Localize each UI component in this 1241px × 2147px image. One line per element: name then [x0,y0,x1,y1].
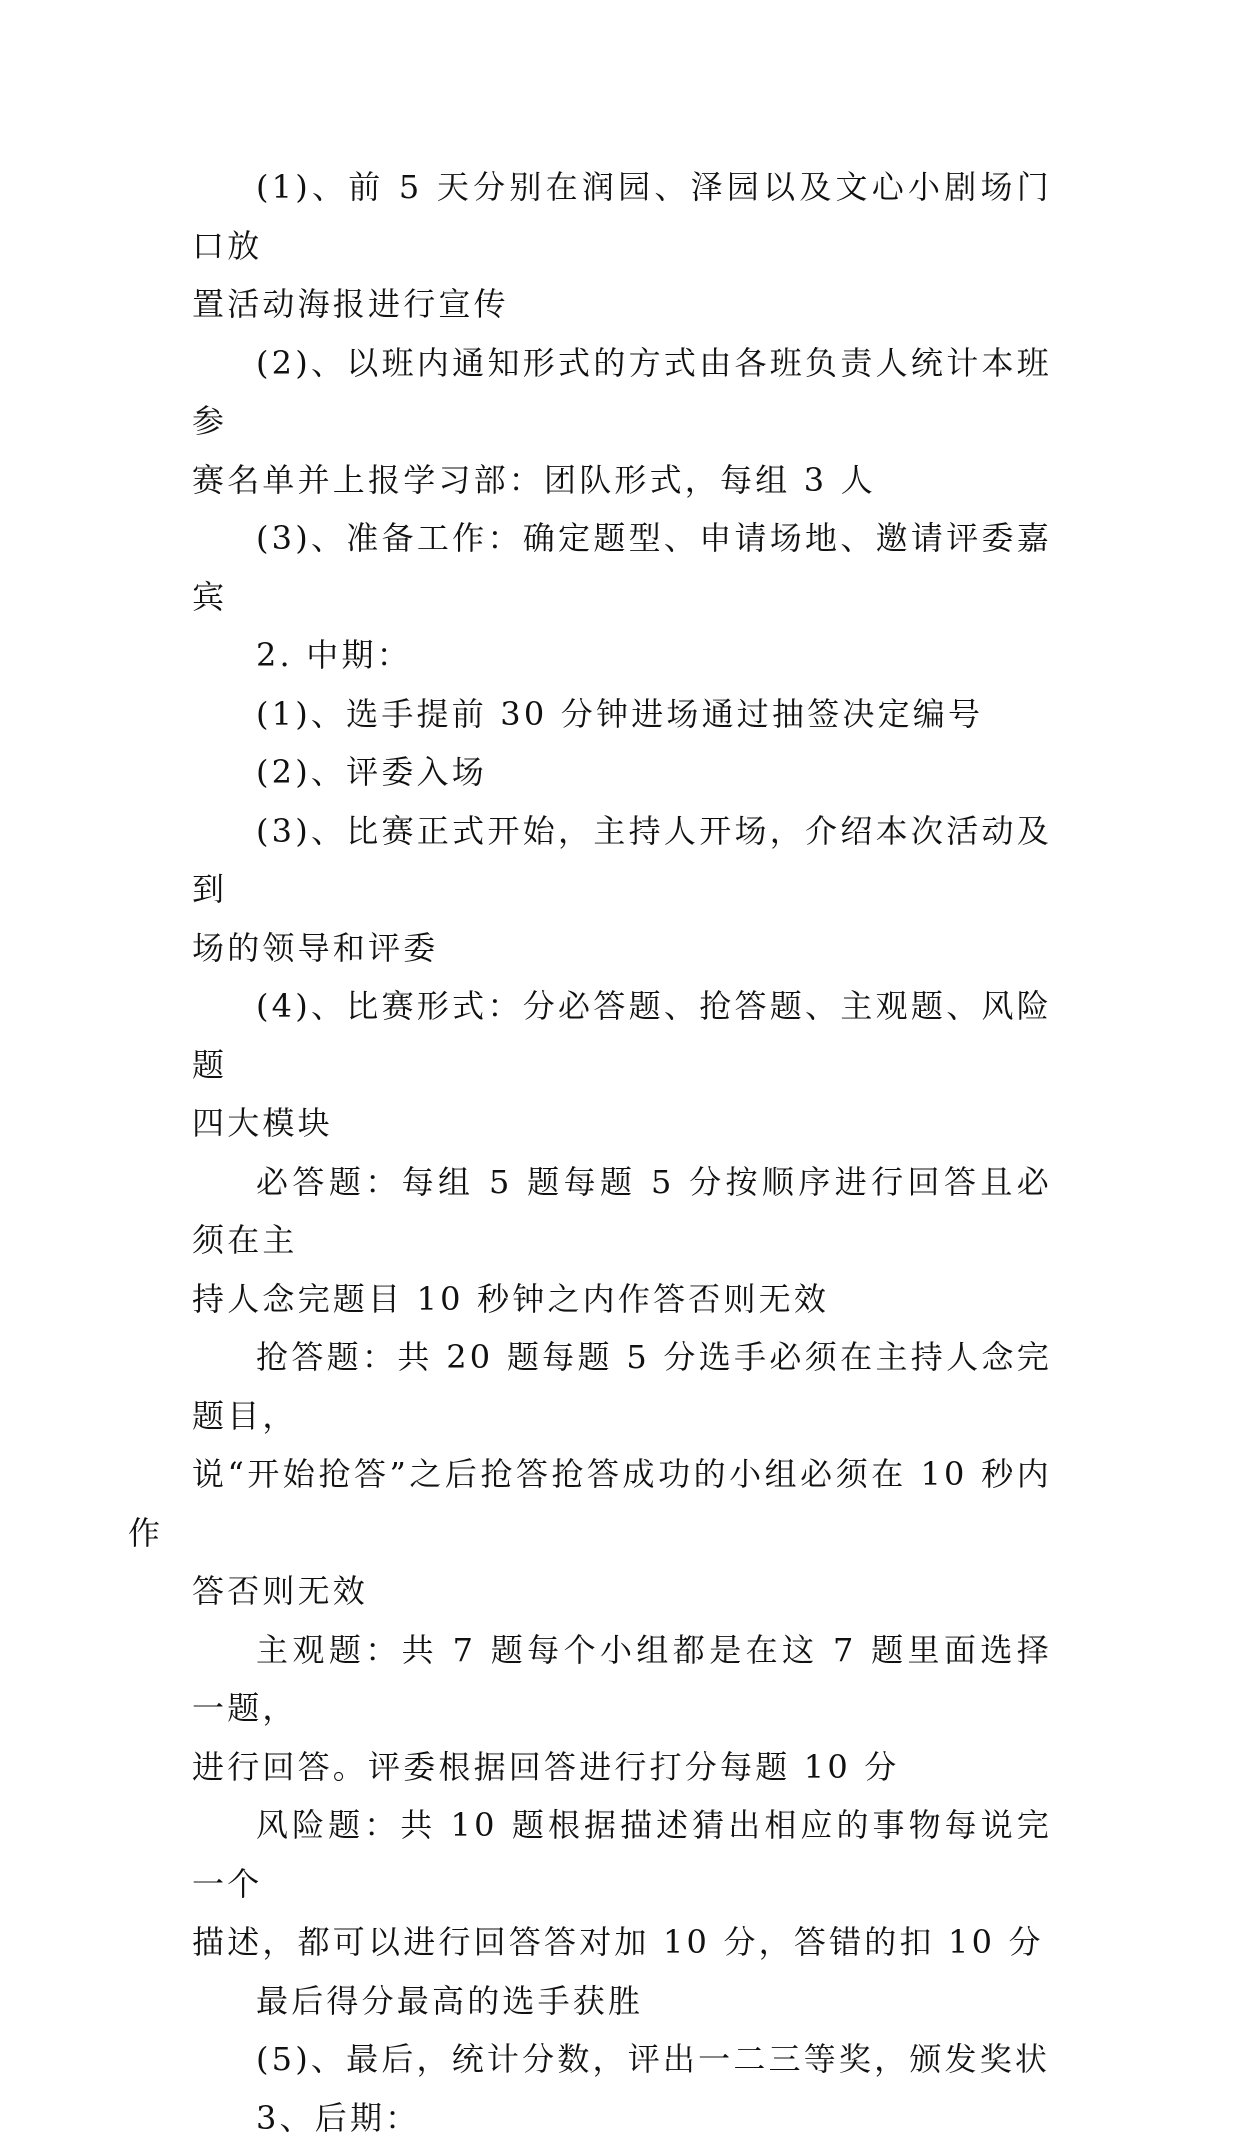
text-line: (4)、比赛形式：分必答题、抢答题、主观题、风险题 [192,977,1052,1094]
text-line: (1)、选手提前 30 分钟进场通过抽签决定编号 [192,685,1052,744]
document-body [192,158,1052,2147]
text-line: (5)、最后，统计分数，评出一二三等奖，颁发奖状 [192,2030,1052,2089]
paragraph-mid-5 [192,2030,1052,2089]
paragraph-prep-3 [192,509,1052,626]
paragraph-prep-1 [192,158,1052,334]
paragraph-mid-3 [192,802,1052,978]
text-line: 最后得分最高的选手获胜 [192,1972,1052,2031]
text-line: 抢答题：共 20 题每题 5 分选手必须在主持人念完题目， [192,1328,1052,1445]
paragraph-subjective-questions [192,1621,1052,1797]
text-line: 进行回答。评委根据回答进行打分每题 10 分 [128,1738,1052,1797]
text-line: 主观题：共 7 题每个小组都是在这 7 题里面选择一题， [192,1621,1052,1738]
paragraph-winner [192,1972,1052,2031]
text-line: (1)、前 5 天分别在润园、泽园以及文心小剧场门口放 [192,158,1052,275]
text-line: 2. 中期： [192,626,1052,685]
text-line: 必答题：每组 5 题每题 5 分按顺序进行回答且必须在主 [192,1153,1052,1270]
text-line: (2)、以班内通知形式的方式由各班负责人统计本班参 [192,334,1052,451]
text-line: 持人念完题目 10 秒钟之内作答否则无效 [128,1270,1052,1329]
paragraph-required-questions [192,1153,1052,1329]
text-line: 描述，都可以进行回答答对加 10 分，答错的扣 10 分 [128,1913,1052,1972]
text-line: 场的领导和评委 [128,919,1052,978]
text-line: 风险题：共 10 题根据描述猜出相应的事物每说完一个 [192,1796,1052,1913]
text-line: (2)、评委入场 [192,743,1052,802]
paragraph-mid-4 [192,977,1052,1153]
paragraph-prep-2 [192,334,1052,510]
paragraph-risk-questions [192,1796,1052,1972]
text-line: (3)、比赛正式开始，主持人开场，介绍本次活动及到 [192,802,1052,919]
text-line: 赛名单并上报学习部：团队形式，每组 3 人 [128,451,1052,510]
text-line: 答否则无效 [128,1562,1052,1621]
section-heading-midterm [192,626,1052,685]
text-line: 3、后期： [192,2089,1052,2147]
paragraph-mid-2 [192,743,1052,802]
text-line: 说“开始抢答”之后抢答抢答成功的小组必须在 10 秒内作 [128,1445,1052,1562]
text-line: (3)、准备工作：确定题型、申请场地、邀请评委嘉宾 [192,509,1052,626]
text-line: 四大模块 [128,1094,1052,1153]
paragraph-mid-1 [192,685,1052,744]
paragraph-buzzer-questions [192,1328,1052,1621]
text-line: 置活动海报进行宣传 [128,275,1052,334]
section-heading-late [192,2089,1052,2147]
